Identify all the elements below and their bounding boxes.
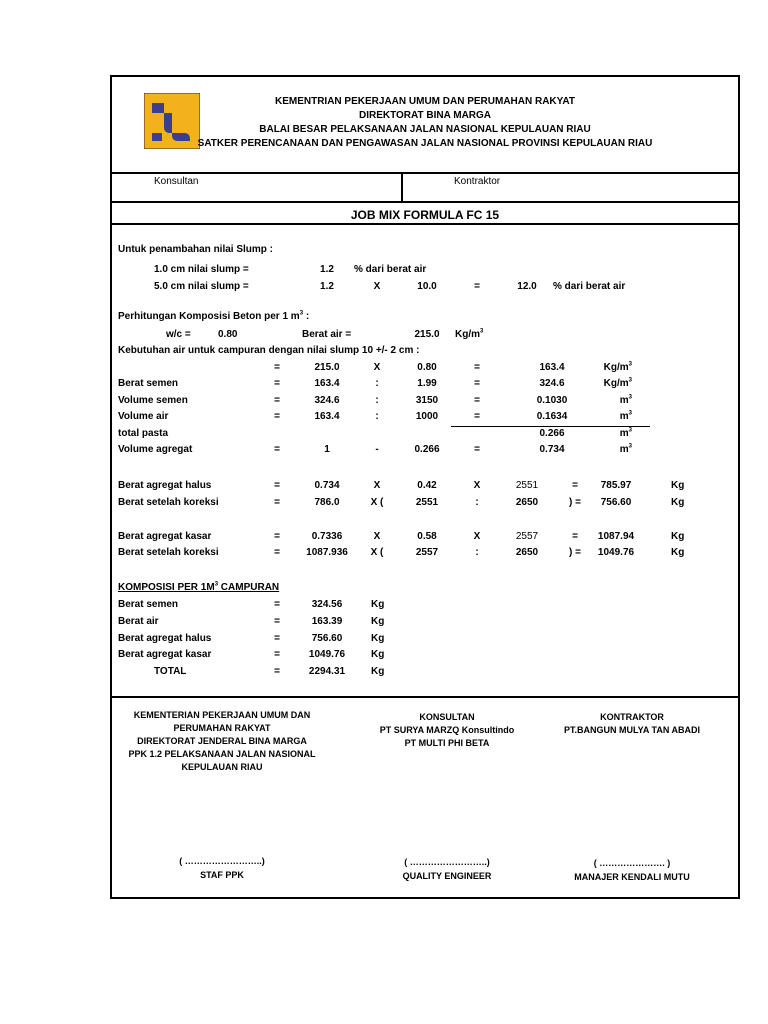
berat-air-value: 215.0: [414, 329, 440, 340]
calc-result: 163.4: [539, 362, 565, 373]
calc-unit: $Kg/m^3$: [603, 361, 632, 373]
divider: [112, 696, 738, 698]
calc-unit: $m^3$: [619, 394, 632, 406]
wc-value: 0.80: [218, 329, 238, 340]
aggregate-unit: Kg: [671, 531, 685, 542]
calc-unit: $Kg/m^3$: [603, 377, 632, 389]
aggregate-a: 0.7336: [311, 531, 343, 542]
campuran-eq: =: [274, 649, 280, 660]
calc-b: 3150: [415, 395, 439, 406]
sign-mid-block: [352, 711, 542, 750]
sign-mid-line: PT SURYA MARZQ Konsultindo: [379, 725, 515, 735]
slump-row-2-unit: % dari berat air: [553, 281, 626, 292]
aggregate-eq: =: [274, 480, 280, 491]
aggregate-c: 2650: [515, 547, 539, 558]
aggregate-a: 786.0: [314, 497, 340, 508]
aggregate-eq2: =: [572, 531, 578, 542]
kontraktor-label: Kontraktor: [454, 176, 501, 187]
aggregate-label: Berat setelah koreksi: [118, 547, 219, 558]
aggregate-eq2: =: [572, 480, 578, 491]
aggregate-label: Berat agregat halus: [118, 480, 212, 491]
campuran-value: 324.56: [311, 599, 343, 610]
aggregate-result: 1049.76: [597, 547, 635, 558]
calc-eq2: =: [474, 362, 480, 373]
divider: [112, 172, 738, 174]
calc-a: 163.4: [314, 411, 340, 422]
campuran-value: 2294.31: [308, 666, 346, 677]
aggregate-op: X (: [370, 497, 384, 508]
calc-result: 0.734: [539, 444, 565, 455]
campuran-unit: Kg: [371, 666, 385, 677]
calc-eq2: =: [474, 411, 480, 422]
campuran-value: 756.60: [311, 633, 343, 644]
campuran-eq: =: [274, 633, 280, 644]
aggregate-op2: X: [473, 531, 481, 542]
calc-b: 0.80: [417, 362, 437, 373]
aggregate-unit: Kg: [671, 547, 685, 558]
aggregate-c: 2551: [515, 480, 539, 491]
calc-label: Volume semen: [118, 395, 188, 406]
sign-left-line: PERUMAHAN RAKYAT: [173, 723, 271, 733]
calc-b: 1000: [415, 411, 439, 422]
calc-op: X: [373, 362, 381, 373]
calc-eq: =: [274, 444, 280, 455]
slump-row-2-eq: =: [474, 281, 480, 292]
slump-row-2-label: 5.0 cm nilai slump =: [154, 281, 249, 292]
calc-b: 0.266: [414, 444, 440, 455]
sign-right-line: PT.BANGUN MULYA TAN ABADI: [563, 725, 700, 735]
calc-result: 324.6: [539, 378, 565, 389]
calc-unit: $m^3$: [619, 410, 632, 422]
campuran-unit: Kg: [371, 599, 385, 610]
aggregate-op: X: [373, 480, 381, 491]
aggregate-b: 2557: [415, 547, 439, 558]
calc-op: :: [375, 378, 379, 389]
header-line-2: DIREKTORAT BINA MARGA: [358, 110, 492, 121]
calc-unit: $m^3$: [619, 443, 632, 455]
aggregate-b: 0.58: [417, 531, 437, 542]
sign-left-line: PPK 1.2 PELAKSANAAN JALAN NASIONAL: [128, 749, 316, 759]
campuran-unit: Kg: [371, 616, 385, 627]
calc-eq2: =: [474, 444, 480, 455]
aggregate-eq: =: [274, 531, 280, 542]
aggregate-b: 0.42: [417, 480, 437, 491]
aggregate-label: Berat agregat kasar: [118, 531, 212, 542]
sign-left-block: [122, 709, 322, 774]
aggregate-result: 756.60: [600, 497, 632, 508]
sign-right-role: MANAJER KENDALI MUTU: [574, 872, 690, 882]
sign-mid-line: KONSULTAN: [419, 712, 475, 722]
kebutuhan-text: Kebutuhan air untuk campuran dengan nilai slump 10 +/- 2 cm :: [118, 345, 420, 356]
calc-eq: =: [274, 411, 280, 422]
aggregate-op2: :: [475, 497, 479, 508]
aggregate-op: X: [373, 531, 381, 542]
calc-op: :: [375, 411, 379, 422]
sign-right-block: [542, 711, 722, 737]
aggregate-a: 0.734: [314, 480, 340, 491]
sign-left-role: STAF PPK: [200, 870, 244, 880]
calc-a: 1: [324, 444, 330, 455]
konsultan-label: Konsultan: [154, 176, 199, 187]
calc-label: Volume agregat: [118, 444, 193, 455]
aggregate-op2: X: [473, 480, 481, 491]
campuran-eq: =: [274, 599, 280, 610]
calc-eq: =: [274, 362, 280, 373]
campuran-value: 163.39: [311, 616, 343, 627]
komposisi-heading: Perhitungan Komposisi Beton per 1 $m^3$ :: [118, 310, 310, 322]
aggregate-eq2: ) =: [569, 497, 581, 508]
document-sheet: [110, 75, 740, 899]
slump-row-2-op: X: [373, 281, 381, 292]
calc-a: 163.4: [314, 378, 340, 389]
aggregate-eq2: ) =: [569, 547, 581, 558]
slump-row-1-label: 1.0 cm nilai slump =: [154, 264, 249, 275]
calc-b: 1.99: [417, 378, 437, 389]
calc-label: Volume air: [118, 411, 169, 422]
campuran-value: 1049.76: [308, 649, 346, 660]
campuran-unit: Kg: [371, 649, 385, 660]
sign-left-line: KEMENTERIAN PEKERJAAN UMUM DAN: [133, 710, 311, 720]
header-line-3: BALAI BESAR PELAKSANAAN JALAN NASIONAL KEPULAUAN RIAU: [259, 124, 591, 135]
sign-mid-line: PT MULTI PHI BETA: [404, 738, 490, 748]
calc-op: -: [375, 444, 379, 455]
sign-mid-blank: ( ……………………..): [404, 857, 490, 867]
sign-left-line: KEPULAUAN RIAU: [181, 762, 263, 772]
calc-result: 0.266: [539, 428, 565, 439]
slump-heading: Untuk penambahan nilai Slump :: [118, 244, 274, 255]
sign-right-line: KONTRAKTOR: [600, 712, 664, 722]
campuran-eq: =: [274, 666, 280, 677]
aggregate-c: 2650: [515, 497, 539, 508]
sign-left-line: DIREKTORAT JENDERAL BINA MARGA: [137, 736, 307, 746]
divider: [112, 223, 738, 225]
aggregate-op: X (: [370, 547, 384, 558]
calc-eq: =: [274, 378, 280, 389]
slump-row-2-value-2: 10.0: [417, 281, 437, 292]
calc-result: 0.1030: [536, 395, 568, 406]
header-line-4: SATKER PERENCANAAN DAN PENGAWASAN JALAN NASIONAL PROVINSI KEPULAUAN RIAU: [197, 138, 653, 149]
calc-result: 0.1634: [536, 411, 568, 422]
calc-eq: =: [274, 395, 280, 406]
slump-row-1-unit: % dari berat air: [354, 264, 427, 275]
header-line-1: KEMENTRIAN PEKERJAAN UMUM DAN PERUMAHAN RAKYAT: [274, 96, 575, 107]
aggregate-label: Berat setelah koreksi: [118, 497, 219, 508]
campuran-label: Berat agregat kasar: [118, 649, 212, 660]
campuran-label: TOTAL: [154, 666, 187, 677]
slump-row-2-value: 1.2: [320, 281, 334, 292]
slump-row-1-value: 1.2: [320, 264, 334, 275]
aggregate-result: 785.97: [600, 480, 632, 491]
divider: [401, 172, 403, 201]
berat-air-label: Berat air =: [302, 329, 352, 340]
aggregate-result: 1087.94: [597, 531, 635, 542]
sum-line: [451, 426, 650, 427]
aggregate-b: 2551: [415, 497, 439, 508]
calc-eq2: =: [474, 395, 480, 406]
aggregate-op2: :: [475, 547, 479, 558]
campuran-unit: Kg: [371, 633, 385, 644]
aggregate-eq: =: [274, 547, 280, 558]
sign-mid-role: QUALITY ENGINEER: [402, 871, 492, 881]
divider: [112, 201, 738, 203]
wc-label: w/c =: [166, 329, 191, 340]
campuran-eq: =: [274, 616, 280, 627]
aggregate-eq: =: [274, 497, 280, 508]
campuran-heading: KOMPOSISI PER $1M^3$ CAMPURAN: [118, 581, 280, 593]
aggregate-c: 2557: [515, 531, 539, 542]
calc-label: total pasta: [118, 428, 169, 439]
document-title: JOB MIX FORMULA FC 15: [350, 208, 500, 222]
aggregate-unit: Kg: [671, 497, 685, 508]
berat-air-unit: $Kg/m^3$: [455, 328, 484, 340]
calc-op: :: [375, 395, 379, 406]
calc-a: 324.6: [314, 395, 340, 406]
calc-unit: $m^3$: [619, 427, 632, 439]
calc-eq2: =: [474, 378, 480, 389]
campuran-label: Berat semen: [118, 599, 179, 610]
slump-row-2-result: 12.0: [517, 281, 537, 292]
calc-a: 215.0: [314, 362, 340, 373]
sign-left-blank: ( ……………………..): [179, 856, 265, 866]
calc-label: Berat semen: [118, 378, 179, 389]
campuran-label: Berat agregat halus: [118, 633, 212, 644]
sign-right-blank: ( …………………. ): [593, 858, 671, 868]
campuran-label: Berat air: [118, 616, 159, 627]
aggregate-a: 1087.936: [306, 547, 348, 558]
aggregate-unit: Kg: [671, 480, 685, 491]
